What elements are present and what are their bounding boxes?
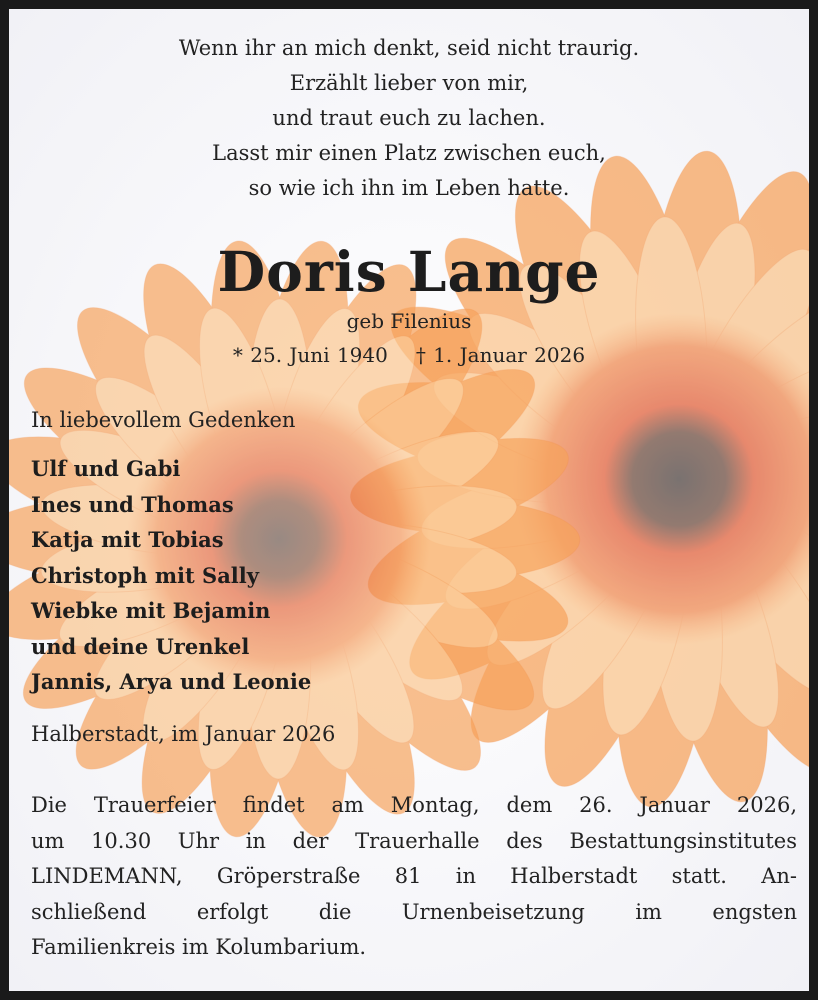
funeral-service-info: [31, 788, 797, 966]
service-line: LINDEMANN, Gröperstraße 81 in Halberstadt statt. An-: [31, 864, 797, 888]
mourners-list: [31, 451, 311, 700]
place-date: Halberstadt, im Januar 2026: [31, 722, 336, 746]
mourner-entry: Katja mit Tobias: [31, 527, 224, 552]
service-line: Familienkreis im Kolumbarium.: [31, 935, 367, 959]
mourner-entry: Ines und Thomas: [31, 491, 234, 517]
deceased-name: Doris Lange: [217, 239, 601, 304]
birth-name: geb Filenius: [346, 309, 472, 333]
life-dates: [9, 343, 809, 367]
mourner-entry: Ulf und Gabi: [31, 456, 181, 481]
service-line: Die Trauerfeier findet am Montag, dem 26. Januar 2026,: [31, 793, 797, 817]
memorial-poem: [9, 31, 809, 206]
poem-line: Wenn ihr an mich denkt, seid nicht traurig.: [178, 36, 640, 60]
poem-line: so wie ich ihn im Leben hatte.: [248, 176, 570, 200]
mourner-entry: Christoph mit Sally: [31, 562, 259, 588]
mourner-entry: Wiebke mit Bejamin: [31, 598, 271, 623]
poem-line: Lasst mir einen Platz zwischen euch,: [212, 141, 606, 165]
mourner-entry: und deine Urenkel: [31, 633, 250, 659]
memory-line: In liebevollem Gedenken: [31, 408, 296, 432]
birth-date: * 25. Juni 1940: [232, 343, 388, 367]
poem-line: und traut euch zu lachen.: [272, 106, 546, 130]
service-line: schließend erfolgt die Urnenbeisetzung im engsten: [31, 899, 797, 924]
mourner-entry: Jannis, Arya und Leonie: [31, 669, 312, 694]
poem-line: Erzählt lieber von mir,: [289, 71, 529, 95]
death-date: † 1. Januar 2026: [415, 343, 586, 367]
service-line: um 10.30 Uhr in der Trauerhalle des Bestattungsinstitutes: [31, 828, 797, 853]
